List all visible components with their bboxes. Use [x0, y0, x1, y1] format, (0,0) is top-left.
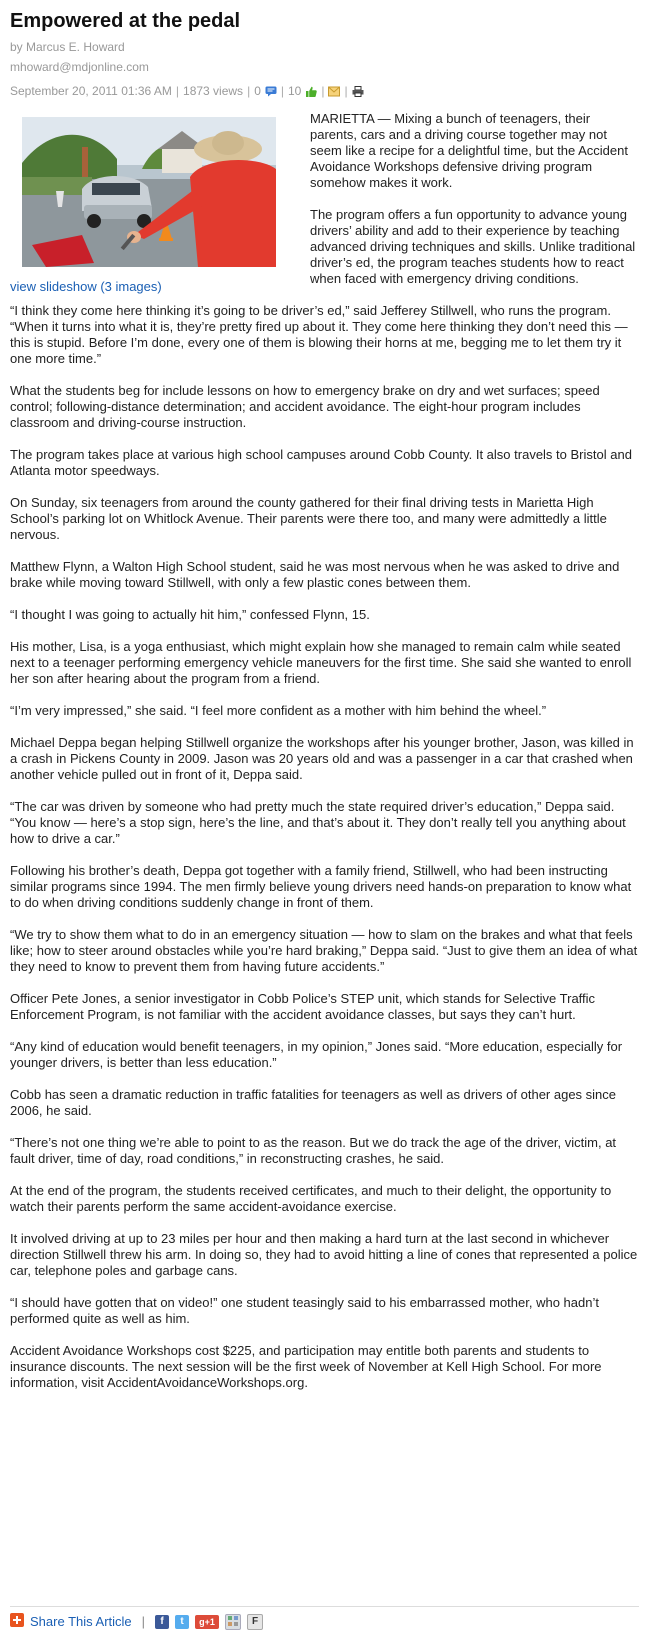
like-count: 10 [288, 84, 302, 98]
share-bar [10, 1606, 639, 1630]
comment-icon[interactable] [265, 84, 277, 98]
paragraph: Michael Deppa began helping Stillwell organize the workshops after his younger brother, Jason, was killed in a crash in Pickens County in 2009. Jason was 20 years old and was a passenger in a car that crashed when another vehicle pulled out in front of it, Deppa said. [10, 735, 634, 782]
paragraph: Following his brother’s death, Deppa got together with a family friend, Stillwell, who had been instructing similar programs since 1994. The men firmly believe young drivers need hands-on preparation to know what to do when driving conditions suddenly change in front of them. [10, 863, 632, 910]
share-article-link[interactable]: Share This Article [30, 1614, 132, 1629]
email-icon[interactable] [328, 84, 340, 98]
article-stats [10, 83, 639, 99]
stats-separator: | [247, 84, 251, 98]
paragraph: Cobb has seen a dramatic reduction in traffic fatalities for teenagers as well as drivers of other ages since 2006, he said. [10, 1087, 617, 1118]
twitter-icon[interactable]: t [175, 1615, 189, 1629]
photo-block [10, 111, 300, 295]
print-icon[interactable] [352, 84, 364, 98]
article [10, 6, 639, 1407]
paragraph: Accident Avoidance Workshops cost $225, and participation may entitle both parents and students to insurance discounts. The next session will be the first week of November at Kell High School. For more information, visit AccidentAvoidanceWorkshops.org. [10, 1343, 602, 1390]
google-plus-icon[interactable]: g+1 [195, 1615, 219, 1629]
paragraph-list [10, 111, 639, 1391]
stats-separator: | [280, 84, 284, 98]
paragraph: “I thought I was going to actually hit him,” confessed Flynn, 15. [10, 607, 370, 622]
paragraph: Officer Pete Jones, a senior investigator in Cobb Police’s STEP unit, which stands for Selective Traffic Enforcement Program, is not familiar with the accident avoidance classes, but says they can’t hurt. [10, 991, 596, 1022]
publish-date: September 20, 2011 01:36 AM [10, 84, 172, 98]
author-email-text[interactable]: mhoward@mdjonline.com [10, 59, 149, 74]
paragraph: “I think they come here thinking it’s going to be driver’s ed,” said Jefferey Stillwell, who runs the program. “When it turns into what it is, they’re pretty fired up about it. They come here thinking they don’t need this — this is stupid. Before I’m done, every one of them is blowing their horns at me, begging me to let them try it one more time.” [10, 303, 628, 366]
article-title: Empowered at the pedal [10, 10, 241, 32]
paragraph: What the students beg for include lessons on how to emergency brake on dry and wet surfaces; speed control; following-distance determination; and accident avoidance. The eight-hour program includes classroom and driving-course instruction. [10, 383, 600, 430]
fark-icon[interactable]: F [247, 1614, 263, 1630]
article-photo[interactable] [22, 117, 276, 267]
stats-separator: | [321, 84, 325, 98]
byline: by Marcus E. Howard [10, 40, 125, 54]
paragraph: “I should have gotten that on video!” one student teasingly said to his embarrassed mother, who hadn’t performed quite as well as him. [10, 1295, 599, 1326]
share-separator: | [141, 1614, 146, 1629]
view-slideshow-link[interactable]: view slideshow (3 images) [10, 279, 162, 294]
thumbs-up-icon[interactable] [305, 84, 317, 98]
stats-separator: | [344, 84, 348, 98]
article-body [10, 111, 639, 1391]
paragraph: On Sunday, six teenagers from around the county gathered for their final driving tests in Marietta High School’s parking lot on Whitlock Avenue. Their parents were there too, and many were admittedly a little nervous. [10, 495, 607, 542]
paragraph: “Any kind of education would benefit teenagers, in my opinion,” Jones said. “More education, especially for younger drivers, is better than less education.” [10, 1039, 623, 1070]
paragraph: His mother, Lisa, is a yoga enthusiast, which might explain how she managed to remain calm while seated next to a teenager performing emergency vehicle maneuvers for the first time. She said she wanted to enroll her son after hearing about the program from a friend. [10, 639, 632, 686]
paragraph: “I’m very impressed,” she said. “I feel more confident as a mother with him behind the wheel.” [10, 703, 547, 718]
facebook-icon[interactable]: f [155, 1615, 169, 1629]
photo-illustration [22, 117, 276, 267]
paragraph: At the end of the program, the students received certificates, and much to their delight, the opportunity to watch their parents perform the same accident-avoidance exercise. [10, 1183, 612, 1214]
stats-separator: | [175, 84, 180, 98]
paragraph: “We try to show them what to do in an emergency situation — how to slam on the brakes and what that feels like; how to steer around obstacles while you’re hard braking,” Deppa said. “Just to give them an idea of what they need to know to prevent them from having future accidents.” [10, 927, 638, 974]
paragraph: Matthew Flynn, a Walton High School student, said he was most nervous when he was asked to drive and brake while moving toward Stillwell, with only a few plastic cones between them. [10, 559, 620, 590]
share-plus-icon[interactable] [10, 1613, 24, 1630]
comment-count: 0 [254, 84, 261, 98]
digg-icon[interactable] [225, 1614, 241, 1630]
paragraph: “There’s not one thing we’re able to point to as the reason. But we do track the age of the driver, victim, at fault driver, time of day, road conditions,” in reconstructing crashes, he said. [10, 1135, 617, 1166]
paragraph: The program offers a fun opportunity to advance young drivers’ ability and add to their experience by teaching advanced driving techniques and skills. Unlike traditional driver’s ed, the program teaches students how to react when faced with emergency driving conditions. [310, 207, 636, 286]
paragraph: The program takes place at various high school campuses around Cobb County. It also travels to Bristol and Atlanta motor speedways. [10, 447, 632, 478]
paragraph: “The car was driven by someone who had pretty much the state required driver’s education,” Deppa said. “You know — here’s a stop sign, here’s the line, and that’s about it. They don’t really tell you anything about how to drive a car.” [10, 799, 626, 846]
paragraph: It involved driving at up to 23 miles per hour and then making a hard turn at the last second in whichever direction Stillwell threw his arm. In doing so, they had to avoid hitting a line of cones that represented a police car, telephone poles and garbage cans. [10, 1231, 638, 1278]
view-count: 1873 views [183, 84, 244, 98]
paragraph: MARIETTA — Mixing a bunch of teenagers, their parents, cars and a driving course together may not seem like a recipe for a delightful time, but the Accident Avoidance Workshops defensive driving program somehow makes it work. [310, 111, 628, 190]
author-email[interactable] [10, 60, 639, 76]
